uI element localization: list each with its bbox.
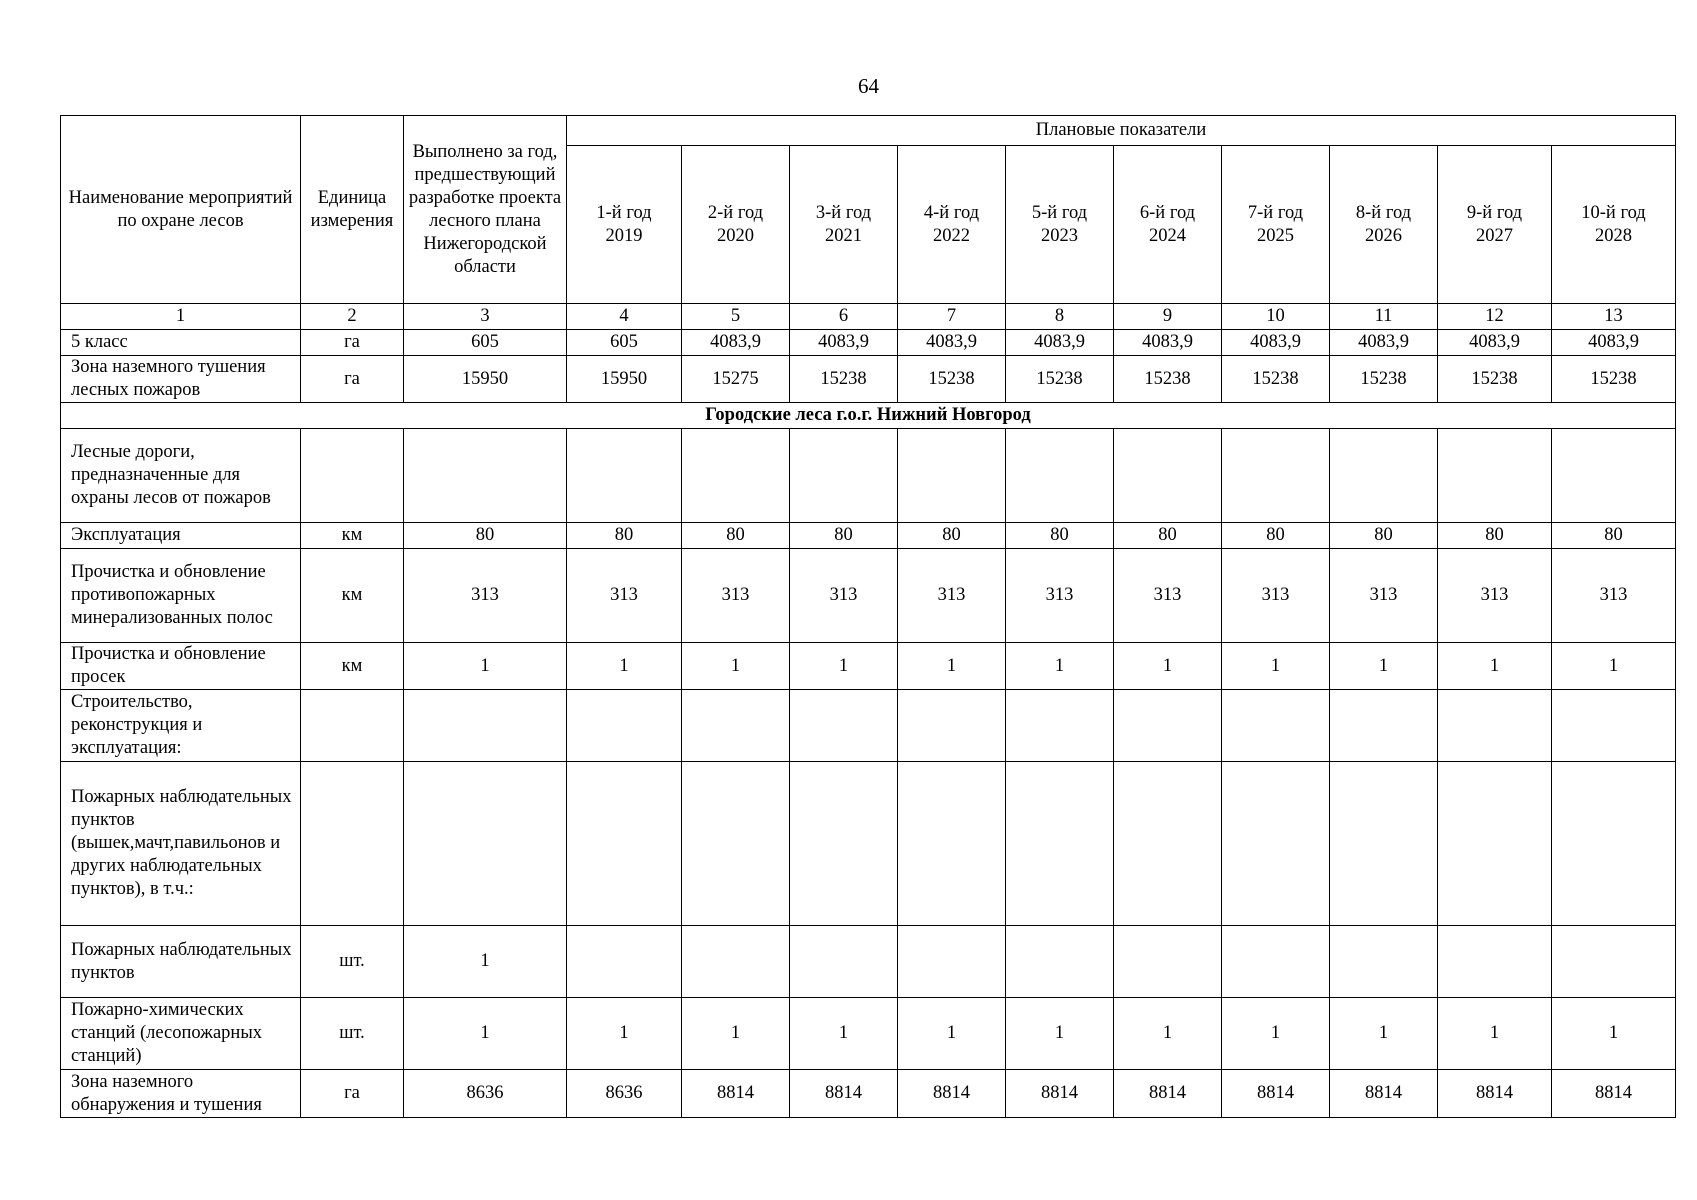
table-row: [61, 643, 1676, 690]
row-value: 4083,9: [898, 330, 1006, 356]
row-name: Строительство, реконструкция и эксплуатация:: [61, 690, 301, 762]
header-year-label: 1-й год: [596, 202, 652, 223]
row-value: [898, 690, 1006, 762]
row-value: 15238: [898, 356, 1006, 403]
row-unit: га: [301, 1070, 404, 1118]
row-value: 313: [898, 549, 1006, 643]
row-value: 1: [1222, 998, 1330, 1070]
row-value: 15238: [1006, 356, 1114, 403]
row-value: [1552, 690, 1676, 762]
row-value: 1: [404, 643, 567, 690]
column-number-5: 5: [682, 304, 790, 330]
row-value: [1222, 429, 1330, 523]
row-value: 1: [1006, 643, 1114, 690]
row-value: 80: [1330, 523, 1438, 549]
table-row: [61, 762, 1676, 926]
header-year-number: 2027: [1476, 225, 1513, 246]
row-value: [404, 429, 567, 523]
row-value: 313: [404, 549, 567, 643]
column-number-4: 4: [567, 304, 682, 330]
row-value: [1438, 762, 1552, 926]
row-value: [1006, 762, 1114, 926]
header-year-8: [1330, 146, 1438, 304]
row-unit: га: [301, 330, 404, 356]
row-value: [898, 429, 1006, 523]
row-name: Пожарно-химических станций (лесопожарных станций): [61, 998, 301, 1070]
row-value: 313: [790, 549, 898, 643]
row-value: 4083,9: [1006, 330, 1114, 356]
row-value: 4083,9: [1222, 330, 1330, 356]
header-year-label: 2-й год: [707, 202, 764, 223]
row-value: 15950: [567, 356, 682, 403]
header-year-number: 2025: [1257, 225, 1294, 246]
row-unit: шт.: [301, 926, 404, 998]
row-value: 4083,9: [790, 330, 898, 356]
column-number-2: 2: [301, 304, 404, 330]
row-value: [790, 926, 898, 998]
table-row: [61, 549, 1676, 643]
row-value: 4083,9: [1552, 330, 1676, 356]
table-row: [61, 429, 1676, 523]
header-row-column-numbers: [61, 304, 1676, 330]
column-number-9: 9: [1114, 304, 1222, 330]
row-value: [1330, 429, 1438, 523]
row-value: 4083,9: [1438, 330, 1552, 356]
row-value: 1: [567, 998, 682, 1070]
row-value: 80: [1114, 523, 1222, 549]
row-value: 8814: [898, 1070, 1006, 1118]
header-year-number: 2021: [825, 225, 862, 246]
row-value: [1222, 762, 1330, 926]
table-row: [61, 998, 1676, 1070]
row-unit: км: [301, 643, 404, 690]
row-value: 4083,9: [1330, 330, 1438, 356]
row-name: Зона наземного обнаружения и тушения: [61, 1070, 301, 1118]
row-name: Пожарных наблюдательных пунктов: [61, 926, 301, 998]
column-number-1: 1: [61, 304, 301, 330]
row-value: [898, 926, 1006, 998]
row-name: Эксплуатация: [61, 523, 301, 549]
row-value: [567, 762, 682, 926]
section-row: [61, 403, 1676, 429]
row-value: 8636: [404, 1070, 567, 1118]
page-number: 64: [858, 74, 879, 98]
row-value: 1: [1330, 643, 1438, 690]
row-value: 1: [404, 926, 567, 998]
row-value: 1: [1330, 998, 1438, 1070]
header-col-done: Выполнено за год, предшествующий разработке проекта лесного плана Нижегородской области: [404, 116, 567, 304]
row-value: 80: [790, 523, 898, 549]
header-year-3: [790, 146, 898, 304]
row-name: Прочистка и обновление просек: [61, 643, 301, 690]
row-value: 1: [898, 643, 1006, 690]
header-year-label: 3-й год: [815, 202, 872, 223]
header-year-label: 6-й год: [1139, 202, 1196, 223]
row-value: [682, 429, 790, 523]
row-value: [1006, 926, 1114, 998]
row-value: [404, 690, 567, 762]
row-value: 1: [1552, 643, 1676, 690]
row-name: 5 класс: [61, 330, 301, 356]
row-value: [1006, 690, 1114, 762]
column-number-10: 10: [1222, 304, 1330, 330]
row-value: 15238: [1114, 356, 1222, 403]
row-value: [1222, 690, 1330, 762]
row-value: 8636: [567, 1070, 682, 1118]
row-value: 1: [1114, 998, 1222, 1070]
row-unit: [301, 762, 404, 926]
row-value: 80: [1006, 523, 1114, 549]
section-title: Городские леса г.о.г. Нижний Новгород: [61, 403, 1676, 429]
row-value: 8814: [1222, 1070, 1330, 1118]
header-col-unit: Единица измерения: [301, 116, 404, 304]
header-year-number: 2024: [1149, 225, 1186, 246]
header-row-group: [61, 116, 1676, 146]
column-number-12: 12: [1438, 304, 1552, 330]
row-value: [790, 690, 898, 762]
row-value: 80: [1438, 523, 1552, 549]
row-value: [1006, 429, 1114, 523]
row-value: 8814: [1006, 1070, 1114, 1118]
row-value: 1: [682, 998, 790, 1070]
header-year-label: 10-й год: [1581, 202, 1646, 223]
row-value: 313: [1114, 549, 1222, 643]
table-row: [61, 926, 1676, 998]
header-col-name: Наименование мероприятий по охране лесов: [61, 116, 301, 304]
row-value: [1438, 429, 1552, 523]
row-value: [790, 762, 898, 926]
header-year-number: 2020: [717, 225, 754, 246]
row-value: 605: [404, 330, 567, 356]
column-number-8: 8: [1006, 304, 1114, 330]
row-value: [1330, 926, 1438, 998]
header-year-label: 4-й год: [923, 202, 980, 223]
row-value: [682, 762, 790, 926]
row-value: [898, 762, 1006, 926]
row-value: 1: [1006, 998, 1114, 1070]
row-name: Прочистка и обновление противопожарных минерализованных полос: [61, 549, 301, 643]
row-value: [1114, 926, 1222, 998]
header-year-label: 8-й год: [1355, 202, 1412, 223]
table-row: [61, 356, 1676, 403]
row-value: 1: [898, 998, 1006, 1070]
header-year-4: [898, 146, 1006, 304]
row-value: 1: [790, 998, 898, 1070]
row-value: 313: [1330, 549, 1438, 643]
row-value: 313: [1222, 549, 1330, 643]
row-value: 80: [567, 523, 682, 549]
row-value: 8814: [1114, 1070, 1222, 1118]
header-year-5: [1006, 146, 1114, 304]
row-value: 15238: [1222, 356, 1330, 403]
row-value: 8814: [1438, 1070, 1552, 1118]
row-value: [567, 926, 682, 998]
header-year-number: 2019: [605, 225, 643, 246]
header-planned-group: Плановые показатели: [567, 116, 1676, 146]
row-value: 8814: [790, 1070, 898, 1118]
row-value: [1330, 690, 1438, 762]
row-value: 1: [682, 643, 790, 690]
column-number-6: 6: [790, 304, 898, 330]
row-value: [1552, 926, 1676, 998]
row-unit: [301, 690, 404, 762]
row-value: [567, 429, 682, 523]
row-value: 1: [404, 998, 567, 1070]
row-value: 80: [1222, 523, 1330, 549]
row-unit: [301, 429, 404, 523]
row-value: 605: [567, 330, 682, 356]
row-value: 313: [1552, 549, 1676, 643]
row-value: 313: [1006, 549, 1114, 643]
header-year-10: [1552, 146, 1676, 304]
row-value: [404, 762, 567, 926]
row-value: 15238: [1330, 356, 1438, 403]
row-value: 1: [790, 643, 898, 690]
row-value: [1330, 762, 1438, 926]
row-value: [1222, 926, 1330, 998]
row-value: 15238: [790, 356, 898, 403]
row-value: [1552, 429, 1676, 523]
row-name: Зона наземного тушения лесных пожаров: [61, 356, 301, 403]
row-value: 313: [1438, 549, 1552, 643]
row-value: [682, 690, 790, 762]
row-value: 80: [404, 523, 567, 549]
row-value: [1438, 926, 1552, 998]
row-value: [1114, 762, 1222, 926]
header-year-7: [1222, 146, 1330, 304]
header-year-6: [1114, 146, 1222, 304]
row-value: 15238: [1552, 356, 1676, 403]
table-row: [61, 523, 1676, 549]
row-unit: км: [301, 549, 404, 643]
column-number-7: 7: [898, 304, 1006, 330]
row-value: [1114, 429, 1222, 523]
row-value: 15950: [404, 356, 567, 403]
row-value: [790, 429, 898, 523]
header-year-number: 2028: [1595, 225, 1632, 246]
row-unit: га: [301, 356, 404, 403]
row-unit: шт.: [301, 998, 404, 1070]
header-year-number: 2023: [1041, 225, 1078, 246]
row-value: 313: [682, 549, 790, 643]
table-row: [61, 1070, 1676, 1118]
header-year-9: [1438, 146, 1552, 304]
table-row: [61, 330, 1676, 356]
column-number-3: 3: [404, 304, 567, 330]
row-value: 8814: [1330, 1070, 1438, 1118]
row-value: [1438, 690, 1552, 762]
row-value: 4083,9: [1114, 330, 1222, 356]
row-value: 1: [1438, 643, 1552, 690]
row-value: 1: [1222, 643, 1330, 690]
header-year-1: [567, 146, 682, 304]
row-value: 1: [1114, 643, 1222, 690]
row-unit: км: [301, 523, 404, 549]
row-value: 313: [567, 549, 682, 643]
row-value: 80: [1552, 523, 1676, 549]
row-value: 4083,9: [682, 330, 790, 356]
row-value: 15275: [682, 356, 790, 403]
row-value: 1: [567, 643, 682, 690]
row-value: 8814: [1552, 1070, 1676, 1118]
column-number-13: 13: [1552, 304, 1676, 330]
row-value: 8814: [682, 1070, 790, 1118]
row-value: [1552, 762, 1676, 926]
fire-protection-plan-table: [60, 115, 1676, 1118]
row-name: Лесные дороги, предназначенные для охраны лесов от пожаров: [61, 429, 301, 523]
row-value: [682, 926, 790, 998]
header-year-number: 2026: [1365, 225, 1402, 246]
header-year-label: 7-й год: [1247, 202, 1304, 223]
row-value: [1114, 690, 1222, 762]
row-value: 1: [1552, 998, 1676, 1070]
table-row: [61, 690, 1676, 762]
header-year-label: 5-й год: [1031, 202, 1088, 223]
column-number-11: 11: [1330, 304, 1438, 330]
header-year-2: [682, 146, 790, 304]
row-value: 80: [898, 523, 1006, 549]
row-value: 15238: [1438, 356, 1552, 403]
row-value: 80: [682, 523, 790, 549]
header-year-label: 9-й год: [1466, 202, 1523, 223]
header-year-number: 2022: [933, 225, 970, 246]
row-value: 1: [1438, 998, 1552, 1070]
row-name: Пожарных наблюдательных пунктов (вышек,мачт,павильонов и других наблюдательных пунктов), в т.ч.:: [61, 762, 301, 926]
row-value: [567, 690, 682, 762]
